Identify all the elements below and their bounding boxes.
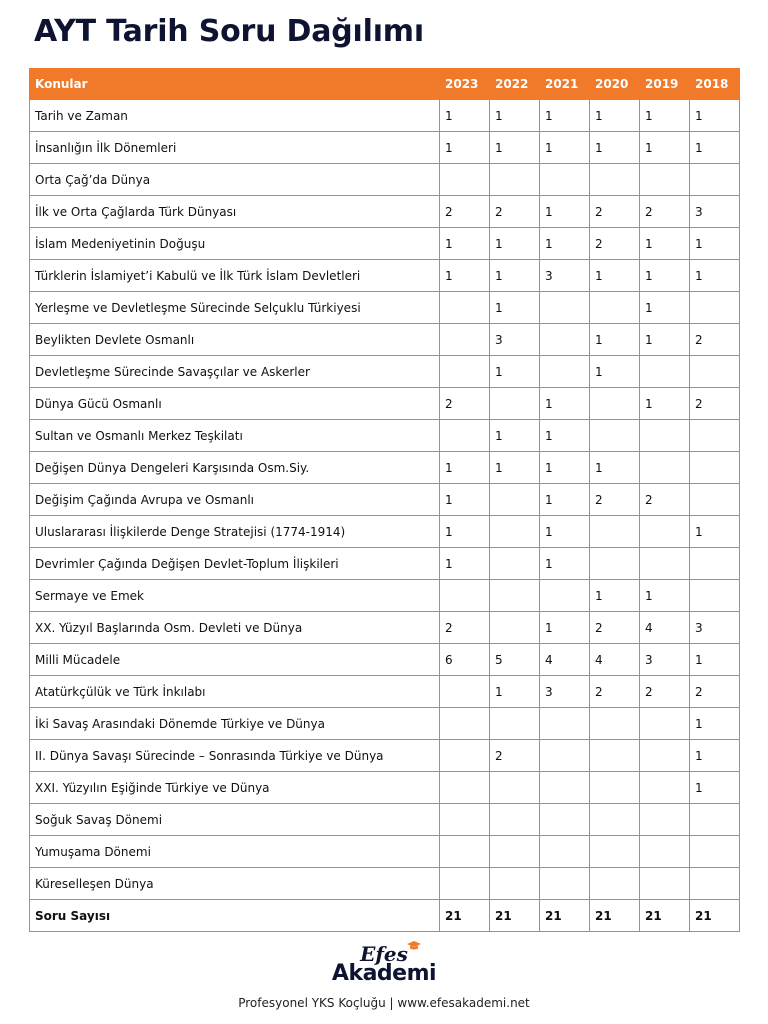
count-cell [640, 452, 690, 484]
count-cell [440, 708, 490, 740]
count-cell: 1 [640, 324, 690, 356]
count-cell [690, 836, 740, 868]
count-cell [540, 164, 590, 196]
topic-cell: Beylikten Devlete Osmanlı [30, 324, 440, 356]
count-cell [440, 836, 490, 868]
footer-text: Profesyonel YKS Koçluğu | www.efesakademi.net [238, 996, 530, 1010]
table-row [30, 804, 740, 836]
count-cell: 1 [490, 100, 540, 132]
table-row [30, 772, 740, 804]
count-cell [540, 324, 590, 356]
page-title: AYT Tarih Soru Dağılımı [34, 14, 424, 49]
count-cell: 1 [490, 356, 540, 388]
count-cell [690, 548, 740, 580]
count-cell: 1 [540, 228, 590, 260]
count-cell [490, 804, 540, 836]
header-year: 2020 [590, 69, 640, 100]
count-cell: 2 [440, 196, 490, 228]
header-year: 2018 [690, 69, 740, 100]
count-cell: 3 [540, 260, 590, 292]
table-row [30, 132, 740, 164]
count-cell: 2 [690, 388, 740, 420]
count-cell [640, 740, 690, 772]
count-cell [540, 740, 590, 772]
header-topics: Konular [30, 69, 440, 100]
count-cell: 1 [690, 516, 740, 548]
topic-cell: Uluslararası İlişkilerde Denge Stratejisi (1774-1914) [30, 516, 440, 548]
count-cell [440, 324, 490, 356]
table-row [30, 196, 740, 228]
count-cell: 1 [490, 676, 540, 708]
table-row [30, 324, 740, 356]
topic-cell: Devrimler Çağında Değişen Devlet-Toplum İlişkileri [30, 548, 440, 580]
count-cell: 1 [490, 292, 540, 324]
table-row [30, 260, 740, 292]
table-row [30, 836, 740, 868]
count-cell: 1 [490, 228, 540, 260]
table-body [30, 100, 740, 900]
count-cell: 3 [640, 644, 690, 676]
total-cell: 21 [490, 900, 540, 932]
count-cell: 1 [690, 100, 740, 132]
count-cell: 1 [540, 452, 590, 484]
topic-cell: Dünya Gücü Osmanlı [30, 388, 440, 420]
count-cell: 2 [690, 676, 740, 708]
count-cell: 1 [690, 644, 740, 676]
count-cell: 1 [690, 260, 740, 292]
topic-cell: Tarih ve Zaman [30, 100, 440, 132]
count-cell: 1 [490, 260, 540, 292]
total-row [30, 900, 740, 932]
table-row [30, 452, 740, 484]
count-cell: 5 [490, 644, 540, 676]
count-cell: 1 [640, 292, 690, 324]
count-cell: 2 [640, 196, 690, 228]
table-row [30, 388, 740, 420]
count-cell: 1 [590, 324, 640, 356]
count-cell [640, 804, 690, 836]
count-cell [440, 676, 490, 708]
topic-cell: Yerleşme ve Devletleşme Sürecinde Selçuklu Türkiyesi [30, 292, 440, 324]
logo-line1 [360, 944, 408, 964]
topic-cell: XX. Yüzyıl Başlarında Osm. Devleti ve Dünya [30, 612, 440, 644]
count-cell: 1 [440, 260, 490, 292]
count-cell [640, 708, 690, 740]
count-cell: 1 [540, 516, 590, 548]
count-cell: 1 [540, 388, 590, 420]
count-cell [640, 356, 690, 388]
table-row [30, 708, 740, 740]
count-cell: 1 [440, 132, 490, 164]
count-cell: 1 [540, 132, 590, 164]
count-cell [440, 420, 490, 452]
count-cell: 1 [540, 420, 590, 452]
count-cell: 1 [590, 452, 640, 484]
table-row [30, 484, 740, 516]
count-cell: 2 [640, 484, 690, 516]
count-cell: 2 [590, 228, 640, 260]
count-cell: 2 [490, 196, 540, 228]
count-cell: 6 [440, 644, 490, 676]
topic-cell: İlk ve Orta Çağlarda Türk Dünyası [30, 196, 440, 228]
table-row [30, 612, 740, 644]
total-cell: 21 [540, 900, 590, 932]
count-cell: 4 [540, 644, 590, 676]
count-cell: 1 [590, 260, 640, 292]
count-cell [640, 868, 690, 900]
count-cell [590, 836, 640, 868]
count-cell [590, 868, 640, 900]
count-cell [590, 740, 640, 772]
logo-line2: Akademi [331, 961, 437, 986]
count-cell: 2 [690, 324, 740, 356]
count-cell [690, 292, 740, 324]
count-cell: 1 [640, 132, 690, 164]
total-cell: 21 [690, 900, 740, 932]
count-cell [490, 868, 540, 900]
table-header-row [30, 69, 740, 100]
logo-line1-text: Efes [360, 942, 408, 966]
count-cell: 1 [590, 580, 640, 612]
count-cell: 3 [540, 676, 590, 708]
count-cell: 1 [640, 388, 690, 420]
count-cell [490, 708, 540, 740]
count-cell: 1 [440, 516, 490, 548]
count-cell [490, 772, 540, 804]
count-cell [690, 804, 740, 836]
count-cell: 1 [540, 612, 590, 644]
count-cell: 2 [640, 676, 690, 708]
header-year: 2023 [440, 69, 490, 100]
graduation-cap-icon [407, 941, 421, 951]
count-cell [590, 164, 640, 196]
count-cell: 1 [540, 484, 590, 516]
count-cell [590, 388, 640, 420]
question-distribution-table [29, 68, 740, 932]
count-cell: 1 [440, 228, 490, 260]
count-cell [640, 548, 690, 580]
count-cell: 1 [590, 356, 640, 388]
count-cell: 1 [490, 452, 540, 484]
header-year: 2021 [540, 69, 590, 100]
count-cell [640, 836, 690, 868]
count-cell [590, 516, 640, 548]
count-cell [690, 452, 740, 484]
count-cell: 1 [490, 420, 540, 452]
count-cell [690, 868, 740, 900]
count-cell [490, 580, 540, 612]
table-row [30, 676, 740, 708]
count-cell [640, 420, 690, 452]
topic-cell: Değişim Çağında Avrupa ve Osmanlı [30, 484, 440, 516]
count-cell [590, 420, 640, 452]
topic-cell: Soğuk Savaş Dönemi [30, 804, 440, 836]
count-cell [440, 868, 490, 900]
count-cell [490, 612, 540, 644]
count-cell: 1 [690, 772, 740, 804]
count-cell: 1 [690, 132, 740, 164]
count-cell: 2 [590, 484, 640, 516]
table-row [30, 580, 740, 612]
count-cell: 1 [440, 548, 490, 580]
header-year: 2022 [490, 69, 540, 100]
count-cell [490, 516, 540, 548]
count-cell [540, 868, 590, 900]
count-cell: 1 [690, 708, 740, 740]
count-cell [640, 772, 690, 804]
brand-logo [0, 944, 768, 985]
table-row [30, 228, 740, 260]
count-cell [440, 804, 490, 836]
total-cell: 21 [640, 900, 690, 932]
topic-cell: Milli Mücadele [30, 644, 440, 676]
table-row [30, 164, 740, 196]
count-cell [540, 356, 590, 388]
total-label: Soru Sayısı [30, 900, 440, 932]
header-year: 2019 [640, 69, 690, 100]
table-row [30, 548, 740, 580]
count-cell: 2 [590, 196, 640, 228]
count-cell: 3 [690, 612, 740, 644]
count-cell [640, 516, 690, 548]
count-cell: 3 [490, 324, 540, 356]
count-cell [540, 580, 590, 612]
count-cell [490, 484, 540, 516]
count-cell: 1 [690, 740, 740, 772]
count-cell: 1 [690, 228, 740, 260]
topic-cell: Sermaye ve Emek [30, 580, 440, 612]
count-cell: 1 [640, 580, 690, 612]
topic-cell: Değişen Dünya Dengeleri Karşısında Osm.Siy. [30, 452, 440, 484]
table-row [30, 644, 740, 676]
count-cell: 2 [590, 676, 640, 708]
count-cell [490, 164, 540, 196]
count-cell: 1 [640, 260, 690, 292]
table-row [30, 516, 740, 548]
count-cell: 4 [590, 644, 640, 676]
total-cell: 21 [440, 900, 490, 932]
count-cell [690, 356, 740, 388]
count-cell [590, 708, 640, 740]
count-cell [440, 740, 490, 772]
count-cell: 1 [440, 452, 490, 484]
total-cell: 21 [590, 900, 640, 932]
table-row [30, 356, 740, 388]
topic-cell: Devletleşme Sürecinde Savaşçılar ve Askerler [30, 356, 440, 388]
count-cell: 1 [540, 100, 590, 132]
table-row [30, 100, 740, 132]
count-cell: 1 [590, 100, 640, 132]
count-cell [490, 836, 540, 868]
table-row [30, 868, 740, 900]
table-row [30, 420, 740, 452]
count-cell: 1 [490, 132, 540, 164]
count-cell: 3 [690, 196, 740, 228]
topic-cell: Orta Çağ’da Dünya [30, 164, 440, 196]
count-cell [540, 772, 590, 804]
count-cell [540, 292, 590, 324]
count-cell [490, 548, 540, 580]
count-cell: 2 [440, 612, 490, 644]
count-cell [590, 772, 640, 804]
count-cell: 1 [440, 484, 490, 516]
count-cell [690, 580, 740, 612]
count-cell [540, 836, 590, 868]
topic-cell: II. Dünya Savaşı Sürecinde – Sonrasında Türkiye ve Dünya [30, 740, 440, 772]
count-cell [590, 804, 640, 836]
count-cell [440, 292, 490, 324]
count-cell: 1 [640, 100, 690, 132]
count-cell: 1 [540, 196, 590, 228]
count-cell [540, 708, 590, 740]
count-cell: 2 [490, 740, 540, 772]
count-cell [490, 388, 540, 420]
count-cell: 1 [640, 228, 690, 260]
count-cell [690, 420, 740, 452]
topic-cell: Atatürkçülük ve Türk İnkılabı [30, 676, 440, 708]
count-cell [440, 164, 490, 196]
count-cell: 4 [640, 612, 690, 644]
count-cell: 1 [440, 100, 490, 132]
count-cell [640, 164, 690, 196]
count-cell [440, 580, 490, 612]
count-cell [440, 772, 490, 804]
topic-cell: İslam Medeniyetinin Doğuşu [30, 228, 440, 260]
count-cell: 2 [440, 388, 490, 420]
topic-cell: Türklerin İslamiyet’i Kabulü ve İlk Türk İslam Devletleri [30, 260, 440, 292]
topic-cell: Sultan ve Osmanlı Merkez Teşkilatı [30, 420, 440, 452]
count-cell: 2 [590, 612, 640, 644]
topic-cell: İnsanlığın İlk Dönemleri [30, 132, 440, 164]
count-cell [440, 356, 490, 388]
count-cell: 1 [590, 132, 640, 164]
count-cell [690, 164, 740, 196]
count-cell [590, 292, 640, 324]
table-row [30, 292, 740, 324]
topic-cell: Küreselleşen Dünya [30, 868, 440, 900]
table-row [30, 740, 740, 772]
count-cell [690, 484, 740, 516]
topic-cell: Yumuşama Dönemi [30, 836, 440, 868]
count-cell: 1 [540, 548, 590, 580]
count-cell [590, 548, 640, 580]
count-cell [540, 804, 590, 836]
topic-cell: İki Savaş Arasındaki Dönemde Türkiye ve Dünya [30, 708, 440, 740]
topic-cell: XXI. Yüzyılın Eşiğinde Türkiye ve Dünya [30, 772, 440, 804]
